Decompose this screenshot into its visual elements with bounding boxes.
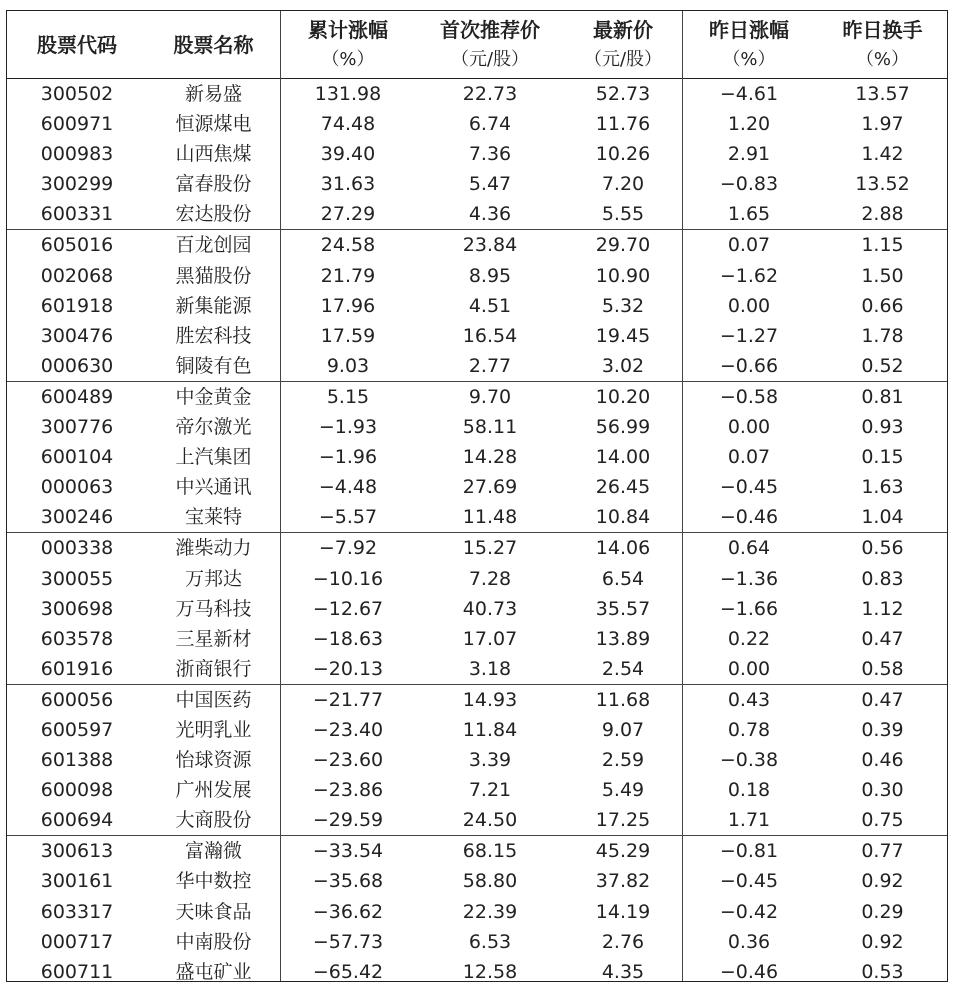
stock-code-cell: 601918 [40,294,114,317]
latest-price-cell: 5.49 [601,779,645,802]
yesterday-turnover-cell: 0.39 [861,718,904,741]
stock-name-cell: 万邦达 [184,567,242,590]
yesterday-turnover-cell: 0.66 [861,294,904,317]
stock-code-cell: 601916 [40,657,114,680]
yesterday-turnover-cell: 0.77 [861,840,904,863]
latest-price-cell: 3.02 [601,354,645,377]
yesterday-turnover-cell: 0.92 [861,930,904,953]
header-unit: （%） [722,49,776,70]
latest-price-cell: 11.68 [595,688,651,711]
cumulative-gain-cell: −23.60 [312,749,384,772]
header-stock-name [147,11,280,79]
latest-price-cell: 2.59 [601,749,645,772]
stock-code-cell: 300776 [40,416,114,439]
stock-name-cell: 百龙创园 [175,234,252,257]
first-recommend-price-cell: 27.69 [462,476,518,499]
cumulative-gain-cell: 21.79 [320,264,376,287]
yesterday-change-cell: 0.07 [727,446,771,469]
yesterday-change-cell: 1.65 [727,203,771,226]
header-label: 昨日涨幅 [709,18,789,42]
yesterday-change-cell: −4.61 [719,83,779,105]
stock-code-cell: 600331 [40,203,114,226]
cumulative-gain-cell: 31.63 [320,173,376,196]
stock-code-cell: 600597 [40,718,114,741]
latest-price-cell: 56.99 [595,416,651,439]
yesterday-turnover-cell: 0.93 [861,416,904,439]
stock-code-cell: 603578 [40,627,114,650]
header-unit: （元/股） [450,49,530,70]
yesterday-turnover-cell: 0.15 [861,446,904,469]
table-row [7,624,947,654]
yesterday-change-cell: 1.20 [727,113,771,136]
header-cumulative-gain [280,11,416,79]
yesterday-change-cell: −1.62 [719,264,779,287]
yesterday-change-cell: 0.07 [727,234,771,257]
table-row [7,957,947,987]
table-row [7,79,947,109]
table-row [7,654,947,684]
stock-code-cell: 600056 [40,688,114,711]
table-row [7,199,947,229]
yesterday-change-cell: 0.18 [727,779,771,802]
yesterday-change-cell: −0.46 [719,506,779,529]
stock-name-cell: 大商股份 [175,809,252,832]
yesterday-turnover-cell: 0.30 [861,779,904,802]
table-row [7,927,947,957]
yesterday-turnover-cell: 2.88 [861,203,904,226]
yesterday-turnover-cell: 13.57 [855,83,910,105]
stock-name-cell: 天味食品 [175,900,252,923]
yesterday-change-cell: −0.42 [719,900,779,923]
cumulative-gain-cell: −18.63 [312,627,384,650]
table-row [7,594,947,624]
stock-name-cell: 光明乳业 [175,718,252,741]
first-recommend-price-cell: 4.51 [468,294,512,317]
stock-code-cell: 600489 [40,385,114,408]
cumulative-gain-cell: −20.13 [312,657,384,680]
stock-name-cell: 上汽集团 [175,446,252,469]
yesterday-turnover-cell: 0.83 [861,567,904,590]
stock-code-cell: 605016 [40,234,114,257]
header-label: 最新价 [593,18,653,42]
latest-price-cell: 52.73 [595,83,651,105]
yesterday-change-cell: 0.36 [727,930,771,953]
yesterday-turnover-cell: 1.15 [861,234,904,257]
stock-name-cell: 富春股份 [175,173,252,196]
cumulative-gain-cell: −65.42 [312,960,384,983]
cumulative-gain-cell: −23.86 [312,779,384,802]
table-row [7,442,947,472]
yesterday-change-cell: 0.43 [727,688,771,711]
stock-name-cell: 万马科技 [175,597,252,620]
first-recommend-price-cell: 24.50 [462,809,518,832]
stock-name-cell: 新集能源 [175,294,252,317]
first-recommend-price-cell: 14.28 [462,446,518,469]
table-row [7,412,947,442]
stock-code-cell: 600104 [40,446,114,469]
latest-price-cell: 29.70 [595,234,651,257]
yesterday-change-cell: 0.78 [727,718,771,741]
first-recommend-price-cell: 7.36 [468,143,512,166]
yesterday-turnover-cell: 1.04 [861,506,904,529]
latest-price-cell: 9.07 [601,718,645,741]
table-row [7,321,947,351]
latest-price-cell: 13.89 [595,627,651,650]
stock-name-cell: 华中数控 [175,870,252,893]
stock-code-cell: 600694 [40,809,114,832]
stock-name-cell: 广州发展 [175,779,252,802]
latest-price-cell: 45.29 [595,840,651,863]
yesterday-turnover-cell: 1.78 [861,324,904,347]
stock-code-cell: 002068 [40,264,114,287]
first-recommend-price-cell: 6.53 [468,930,512,953]
stock-code-cell: 300161 [40,870,114,893]
latest-price-cell: 26.45 [595,476,651,499]
yesterday-turnover-cell: 1.63 [861,476,904,499]
first-recommend-price-cell: 11.48 [462,506,518,529]
first-recommend-price-cell: 40.73 [462,597,518,620]
header-first-recommend-price [416,11,564,79]
yesterday-change-cell: −1.27 [719,324,779,347]
stock-code-cell: 000983 [40,143,114,166]
header-label: 累计涨幅 [308,18,388,42]
cumulative-gain-cell: −36.62 [312,900,384,923]
yesterday-change-cell: −1.66 [719,597,779,620]
yesterday-change-cell: 1.71 [727,809,771,832]
yesterday-change-cell: −0.45 [719,870,779,893]
header-unit: （%） [855,49,910,70]
cumulative-gain-cell: 5.15 [326,385,370,408]
latest-price-cell: 2.76 [601,930,645,953]
header-label: 首次推荐价 [440,18,540,42]
stock-name-cell: 新易盛 [184,83,242,105]
yesterday-turnover-cell: 1.42 [861,143,904,166]
yesterday-change-cell: 2.91 [727,143,771,166]
latest-price-cell: 19.45 [595,324,651,347]
table-row [7,532,947,563]
yesterday-change-cell: −0.38 [719,749,779,772]
yesterday-change-cell: −0.46 [719,960,779,983]
first-recommend-price-cell: 2.77 [468,354,512,377]
header-yesterday-change [682,11,816,79]
first-recommend-price-cell: 22.39 [462,900,518,923]
cumulative-gain-cell: 74.48 [320,113,376,136]
first-recommend-price-cell: 7.28 [468,567,512,590]
yesterday-turnover-cell: 1.97 [861,113,904,136]
header-label: 昨日换手 [842,18,923,42]
stock-name-cell: 黑猫股份 [175,264,252,287]
table-row [7,715,947,745]
latest-price-cell: 14.19 [595,900,651,923]
stock-code-cell: 300055 [40,567,114,590]
yesterday-change-cell: 0.64 [727,537,771,560]
cumulative-gain-cell: −57.73 [312,930,384,953]
stock-code-cell: 300299 [40,173,114,196]
yesterday-change-cell: −0.81 [719,840,779,863]
yesterday-turnover-cell: 0.81 [861,385,904,408]
yesterday-turnover-cell: 1.12 [861,597,904,620]
first-recommend-price-cell: 14.93 [462,688,518,711]
latest-price-cell: 4.35 [601,960,645,983]
stock-name-cell: 中南股份 [175,930,252,953]
stock-name-cell: 三星新材 [175,627,252,650]
table-row [7,229,947,260]
table-row [7,745,947,775]
latest-price-cell: 35.57 [595,597,651,620]
yesterday-change-cell: −0.45 [719,476,779,499]
yesterday-turnover-cell: 0.47 [861,627,904,650]
table-row [7,835,947,866]
latest-price-cell: 11.76 [595,113,651,136]
stock-name-cell: 中兴通讯 [175,476,252,499]
yesterday-turnover-cell: 0.29 [861,900,904,923]
stock-code-cell: 000338 [40,537,114,560]
stock-name-cell: 潍柴动力 [175,537,252,560]
yesterday-turnover-cell: 13.52 [855,173,910,196]
yesterday-turnover-cell: 0.92 [861,870,904,893]
cumulative-gain-cell: −21.77 [312,688,384,711]
yesterday-turnover-cell: 0.58 [861,657,904,680]
cumulative-gain-cell: −4.48 [318,476,378,499]
first-recommend-price-cell: 9.70 [468,385,512,408]
table-row [7,472,947,502]
header-unit: （%） [321,49,375,70]
stock-code-cell: 601388 [40,749,114,772]
latest-price-cell: 5.55 [601,203,645,226]
cumulative-gain-cell: 9.03 [326,354,370,377]
stock-code-cell: 600711 [40,960,114,983]
yesterday-change-cell: 0.00 [727,294,771,317]
table-row [7,351,947,381]
yesterday-change-cell: 0.22 [727,627,771,650]
cumulative-gain-cell: −12.67 [312,597,384,620]
table-row [7,261,947,291]
cumulative-gain-cell: −1.93 [318,416,378,439]
table-row [7,805,947,835]
first-recommend-price-cell: 15.27 [462,537,518,560]
stock-code-cell: 300476 [40,324,114,347]
yesterday-change-cell: −0.58 [719,385,779,408]
stock-code-cell: 300698 [40,597,114,620]
cumulative-gain-cell: −1.96 [318,446,378,469]
latest-price-cell: 7.20 [601,173,645,196]
first-recommend-price-cell: 12.58 [462,960,518,983]
latest-price-cell: 5.32 [601,294,645,317]
stock-code-cell: 600098 [40,779,114,802]
table-header [7,11,947,79]
cumulative-gain-cell: −23.40 [312,718,384,741]
latest-price-cell: 10.20 [595,385,651,408]
cumulative-gain-cell: −5.57 [318,506,378,529]
header-label: 股票代码 [37,33,117,57]
yesterday-turnover-cell: 0.75 [861,809,904,832]
stock-code-cell: 603317 [40,900,114,923]
cumulative-gain-cell: 17.59 [320,324,376,347]
stock-name-cell: 铜陵有色 [175,354,252,377]
cumulative-gain-cell: 27.29 [320,203,376,226]
first-recommend-price-cell: 4.36 [468,203,512,226]
cumulative-gain-cell: 24.58 [320,234,376,257]
stock-name-cell: 中金黄金 [175,385,252,408]
latest-price-cell: 10.90 [595,264,651,287]
header-yesterday-turnover [816,11,949,79]
first-recommend-price-cell: 68.15 [462,840,518,863]
table-row [7,291,947,321]
cumulative-gain-cell: −35.68 [312,870,384,893]
yesterday-turnover-cell: 0.46 [861,749,904,772]
table-row [7,564,947,594]
stock-name-cell: 宝莱特 [184,506,242,529]
header-latest-price [564,11,682,79]
cumulative-gain-cell: −7.92 [318,537,378,560]
column-divider [280,11,281,981]
cumulative-gain-cell: 17.96 [320,294,376,317]
yesterday-turnover-cell: 0.47 [861,688,904,711]
stock-name-cell: 恒源煤电 [175,113,252,136]
table-row [7,109,947,139]
yesterday-change-cell: −0.66 [719,354,779,377]
latest-price-cell: 6.54 [601,567,645,590]
stock-name-cell: 富瀚微 [184,840,242,863]
yesterday-turnover-cell: 0.53 [861,960,904,983]
column-divider [682,11,683,981]
table-row [7,866,947,896]
table-body [7,79,947,987]
stock-name-cell: 胜宏科技 [175,324,252,347]
table-row [7,381,947,412]
stock-code-cell: 000063 [40,476,114,499]
first-recommend-price-cell: 16.54 [462,324,518,347]
stock-table [6,10,948,982]
cumulative-gain-cell: −10.16 [312,567,384,590]
first-recommend-price-cell: 22.73 [462,83,518,105]
table-row [7,775,947,805]
yesterday-turnover-cell: 0.52 [861,354,904,377]
header-stock-code [7,11,147,79]
header-label: 股票名称 [173,33,254,57]
first-recommend-price-cell: 17.07 [462,627,518,650]
stock-name-cell: 山西焦煤 [175,143,252,166]
header-unit: （元/股） [583,49,663,70]
first-recommend-price-cell: 3.18 [468,657,512,680]
stock-name-cell: 浙商银行 [175,657,252,680]
latest-price-cell: 14.00 [595,446,651,469]
yesterday-turnover-cell: 0.56 [861,537,904,560]
cumulative-gain-cell: 39.40 [320,143,376,166]
yesterday-change-cell: 0.00 [727,416,771,439]
first-recommend-price-cell: 7.21 [468,779,512,802]
stock-code-cell: 300613 [40,840,114,863]
first-recommend-price-cell: 23.84 [462,234,518,257]
latest-price-cell: 2.54 [601,657,645,680]
cumulative-gain-cell: −29.59 [312,809,384,832]
first-recommend-price-cell: 8.95 [468,264,512,287]
table-row [7,897,947,927]
stock-code-cell: 600971 [40,113,114,136]
yesterday-turnover-cell: 1.50 [861,264,904,287]
table-row [7,502,947,532]
latest-price-cell: 37.82 [595,870,651,893]
latest-price-cell: 10.84 [595,506,651,529]
cumulative-gain-cell: 131.98 [314,83,382,105]
table-row [7,169,947,199]
stock-code-cell: 300502 [40,83,114,105]
cumulative-gain-cell: −33.54 [312,840,384,863]
stock-name-cell: 帝尔激光 [175,416,252,439]
first-recommend-price-cell: 11.84 [462,718,518,741]
latest-price-cell: 14.06 [595,537,651,560]
stock-name-cell: 怡球资源 [175,749,252,772]
stock-name-cell: 宏达股份 [175,203,252,226]
table-row [7,139,947,169]
yesterday-change-cell: −0.83 [719,173,779,196]
stock-code-cell: 000630 [40,354,114,377]
first-recommend-price-cell: 58.11 [462,416,518,439]
yesterday-change-cell: −1.36 [719,567,779,590]
first-recommend-price-cell: 5.47 [468,173,512,196]
table-row [7,684,947,715]
yesterday-change-cell: 0.00 [727,657,771,680]
first-recommend-price-cell: 6.74 [468,113,512,136]
latest-price-cell: 17.25 [595,809,651,832]
stock-code-cell: 000717 [40,930,114,953]
stock-name-cell: 盛屯矿业 [175,960,252,983]
first-recommend-price-cell: 3.39 [468,749,512,772]
stock-name-cell: 中国医药 [175,688,252,711]
stock-code-cell: 300246 [40,506,114,529]
latest-price-cell: 10.26 [595,143,651,166]
first-recommend-price-cell: 58.80 [462,870,518,893]
